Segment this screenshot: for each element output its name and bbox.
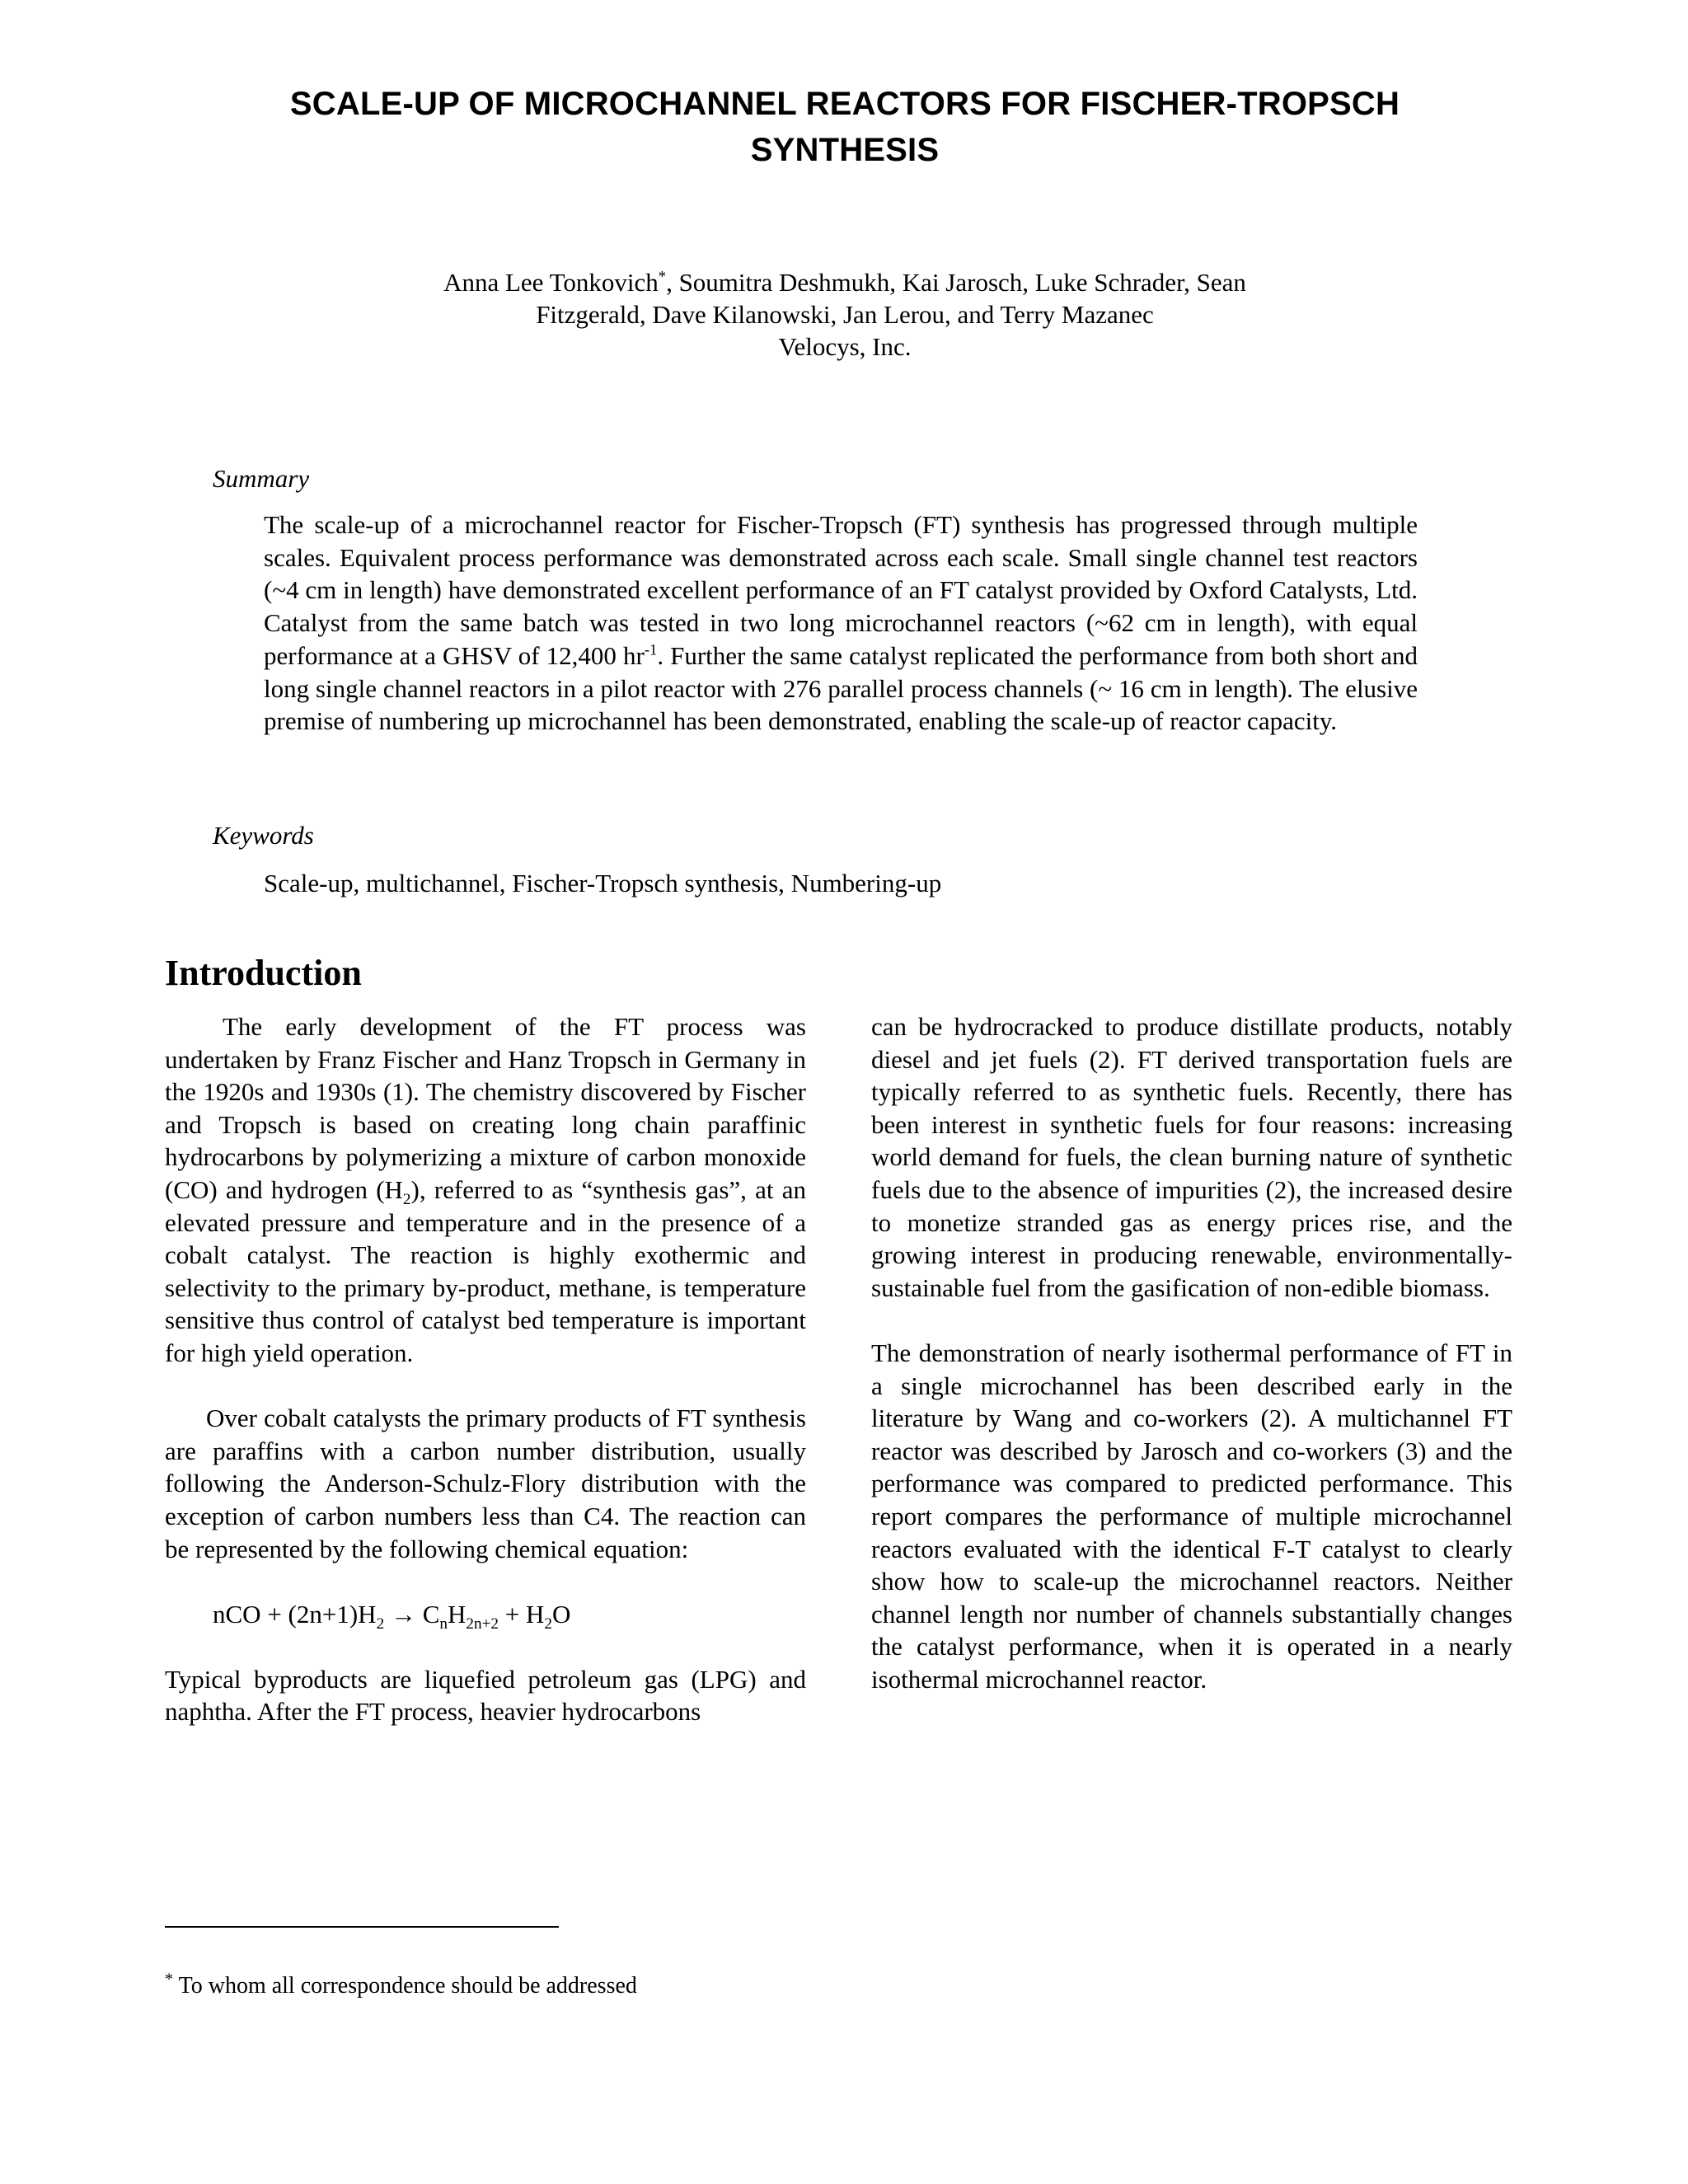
ft-reaction-equation: [165, 1598, 806, 1631]
equation-part: H: [447, 1599, 467, 1629]
intro-paragraph-1: [165, 1010, 806, 1370]
summary-text-part-2: . Further the same catalyst replicated the performance from both short and long single channel reactors in a pilot reactor with 276 parallel process channels (~ 16 cm in length). The elusive premise of numbering up microchannel has been demonstrated, enabling the scale-up of reactor capacity.: [264, 640, 1418, 736]
equation-part: → C: [384, 1599, 440, 1629]
paragraph-gap: [165, 1565, 806, 1598]
author-line-1: [247, 266, 1442, 298]
author-block: [247, 266, 1442, 363]
summary-text: [264, 509, 1418, 738]
author-line-2: Fitzgerald, Dave Kilanowski, Jan Lerou, and Terry Mazanec: [536, 300, 1154, 329]
footnote: [165, 1971, 637, 2001]
title-line-1: SCALE-UP OF MICROCHANNEL REACTORS FOR FISCHER-TROPSCH: [289, 86, 1400, 122]
intro-paragraph-2: Over cobalt catalysts the primary products of FT synthesis are paraffins with a carbon number distribution, usually following the Anderson-Schulz-Flory distribution with the exception of carbon numbers less than C4. The reaction can be represented by the following chemical equation:: [165, 1404, 806, 1563]
corresponding-author-mark: *: [658, 268, 667, 286]
intro-paragraph-1-part-1: The early development of the FT process was undertaken by Franz Fischer and Hanz Tropsch in Germany in the 1920s and 1930s (1). The chemistry discovered by Fischer and Tropsch is based on creating long chain paraffinic hydrocarbons by polymerizing a mixture of carbon monoxide (CO) and hydrogen (H: [165, 1012, 806, 1204]
equation-subscript: n: [439, 1615, 448, 1633]
keywords-text: Scale-up, multichannel, Fischer-Tropsch synthesis, Numbering-up: [264, 869, 942, 898]
per-hour-exponent: -1: [644, 641, 658, 659]
footnote-mark: *: [165, 1970, 174, 1989]
left-column: [165, 1010, 806, 1728]
summary-text-part-1: The scale-up of a microchannel reactor for Fischer-Tropsch (FT) synthesis has progressed through multiple scales. Equivalent process performance was demonstrated across each scale. Small single channel test reactors (~4 cm in length) have demonstrated excellent performance of an FT catalyst provided by Oxford Catalysts, Ltd. Catalyst from the same batch was tested in two long microchannel reactors (~62 cm in length), with equal performance at a GHSV of 12,400 hr: [264, 510, 1418, 670]
hydrogen-subscript: 2: [402, 1191, 411, 1209]
footnote-text: To whom all correspondence should be addressed: [173, 1973, 637, 1999]
summary-heading: Summary: [213, 464, 310, 493]
equation-subscript: 2: [376, 1615, 385, 1633]
intro-paragraph-4: can be hydrocracked to produce distillate products, notably diesel and jet fuels (2). FT derived transportation fuels are typically referred to as synthetic fuels. Recently, there has been interest in synthetic fuels for four reasons: increasing world demand for fuels, the clean burning nature of synthetic fuels due to the absence of impurities (2), the increased desire to monetize stranded gas as energy prices rise, and the growing interest in producing renewable, environmentally-sustainable fuel from the gasification of non-edible biomass.: [871, 1012, 1512, 1302]
equation-subscript: 2: [544, 1615, 552, 1633]
title-line-2: SYNTHESIS: [750, 132, 940, 168]
footnote-separator: [165, 1926, 559, 1928]
equation-part: O: [552, 1599, 571, 1629]
paragraph-gap: [871, 1304, 1512, 1337]
introduction-heading: Introduction: [165, 953, 362, 993]
intro-paragraph-5: The demonstration of nearly isothermal performance of FT in a single microchannel has been described early in the literature by Wang and co-workers (2). A multichannel FT reactor was described by Jarosch and co-workers (3) and the performance was compared to predicted performance. This report compares the performance of multiple microchannel reactors evaluated with the identical F-T catalyst to clearly show how to scale-up the microchannel reactors. Neither channel length nor number of channels substantially changes the catalyst performance, when it is operated in a nearly isothermal microchannel reactor.: [871, 1338, 1512, 1694]
equation-subscript: 2n+2: [466, 1615, 499, 1633]
paragraph-gap: [165, 1630, 806, 1663]
paragraph-gap: [165, 1370, 806, 1403]
equation-part: + H: [499, 1599, 545, 1629]
paper-title: [165, 81, 1525, 173]
affiliation: Velocys, Inc.: [778, 332, 912, 361]
intro-paragraph-3: Typical byproducts are liquefied petroleum gas (LPG) and naphtha. After the FT process, heavier hydrocarbons: [165, 1664, 806, 1727]
keywords-heading: Keywords: [213, 821, 314, 850]
intro-paragraph-1-part-2: ), referred to as “synthesis gas”, at an elevated pressure and temperature and in the presence of a cobalt catalyst. The reaction is highly exothermic and selectivity to the primary by-product, methane, is temperature sensitive thus control of catalyst bed temperature is important for high yield operation.: [165, 1174, 806, 1367]
lead-author-name: Anna Lee Tonkovich: [443, 268, 659, 297]
equation-part: nCO + (2n+1)H: [213, 1599, 377, 1629]
co-authors-part-1: , Soumitra Deshmukh, Kai Jarosch, Luke Schrader, Sean: [666, 268, 1246, 297]
right-column: [871, 1010, 1512, 1695]
